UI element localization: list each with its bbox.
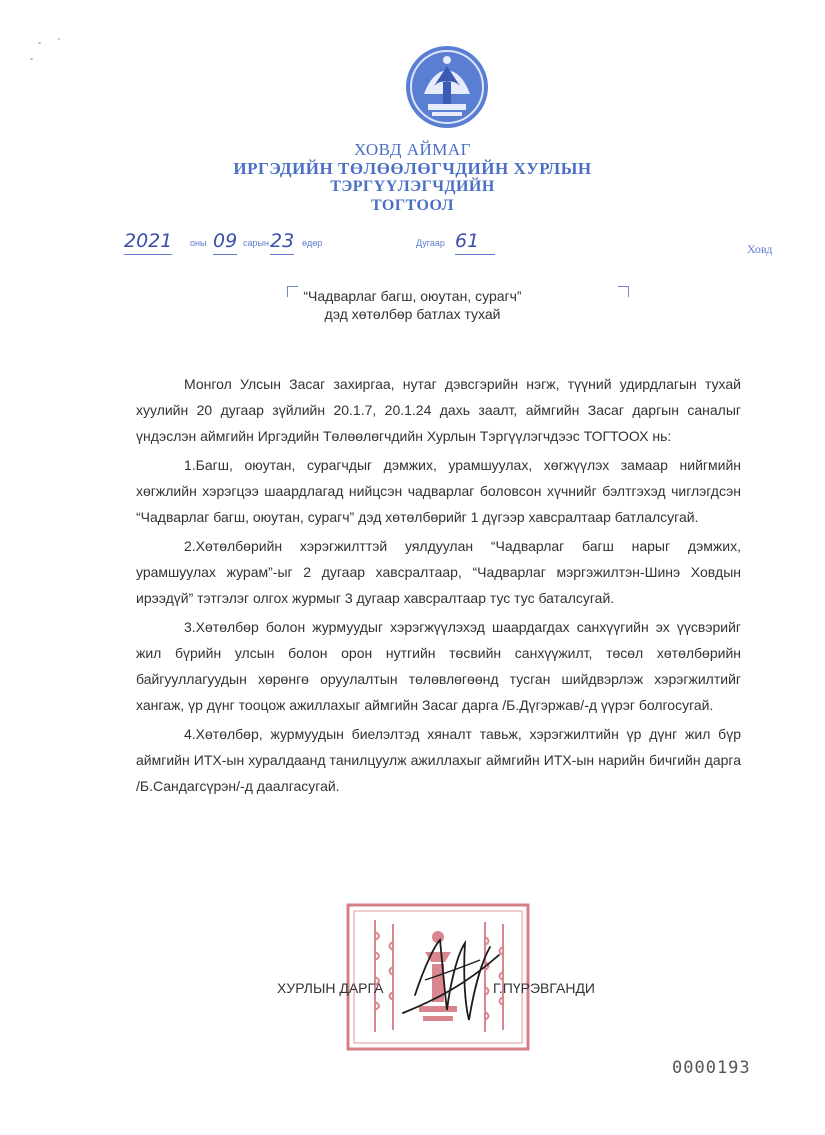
paragraph-preamble: Монгол Улсын Засаг захиргаа, нутаг дэвсгэрийн нэгж, түүний удирдлагын тухай хуулийн 20 дугаар зүйлийн 20.1.7, 20.1.24 дахь заалт, аймгийн Засаг даргын саналыг үндэслэн аймгийн Иргэдийн Төлөөлөгчдийн Хурлын Тэргүүлэгчдээс ТОГТООХ нь: [136,376,741,444]
city-name: Ховд [747,242,773,256]
scan-speck [58,38,60,40]
scan-speck [30,58,33,60]
date-year-suffix: оны [190,238,207,248]
paragraph-item-2: 2.Хөтөлбөрийн хэрэгжилттэй уялдуулан “Чадварлаг багш нарыг дэмжих, урамшуулах журам”-ыг 2 дугаар хавсралтаар, “Чадварлаг мэргэжилтэн-Шинэ Ховдын ирээдүй” тэтгэлэг олгох журмыг 3 дугаар хавсралтаар тус тус баталсугай. [136,538,741,606]
header-presidium: ТЭРГҮҮЛЭГЧДИЙН [330,178,495,195]
paragraph-item-4: 4.Хөтөлбөр, журмуудын биелэлтэд хяналт тавьж, хэрэгжилтийн үр дүнг жил бүр аймгийн ИТХ-ын хуралдаанд танилцуулж ажиллахыг аймгийн ИТХ-ын нарийн бичгийн дарга /Б.Сандагсүрэн/-д даалгасугай. [136,726,741,794]
header-resolution: ТОГТООЛ [370,197,455,214]
date-year: 2021 [124,230,172,255]
resolution-body [136,371,741,799]
date-day: 23 [270,230,294,255]
scan-speck [38,42,41,44]
date-month: 09 [213,230,237,255]
handwritten-signature-icon [395,925,505,1035]
signatory-name: Г.ПҮРЭВГАНДИ [493,980,595,996]
signatory-title: ХУРЛЫН ДАРГА [277,980,384,996]
state-emblem-icon [402,42,492,132]
document-serial-number: 0000193 [672,1058,751,1078]
number-label: Дугаар [416,238,445,248]
subject-subtitle: дэд хөтөлбөр батлах тухай [324,306,501,322]
resolution-number: 61 [455,230,495,255]
date-day-suffix: өдөр [302,238,323,248]
subject-title: “Чадварлаг багш, оюутан, сурагч” [303,288,522,304]
paragraph-item-1: 1.Багш, оюутан, сурагчдыг дэмжих, урамшуулах, хөгжүүлэх замаар нийгмийн хөгжлийн хэрэгцээ шаардлагад нийцсэн чадварлаг боловсон хүчнийг бэлтгэхэд чиглэгдсэн “Чадварлаг багш, оюутан, сурагч” дэд хөтөлбөрийг 1 дүгээр хавсралтаар батлалсугай. [136,457,741,525]
header-council: ИРГЭДИЙН ТӨЛӨӨЛӨГЧДИЙН ХУРЛЫН [233,159,592,178]
date-month-suffix: сарын [243,238,269,248]
header-province: ХОВД АЙМАГ [353,140,471,159]
paragraph-item-3: 3.Хөтөлбөр болон журмуудыг хэрэгжүүлэхэд шаардагдах санхүүгийн эх үүсвэрийг жил бүрийн улсын болон орон нутгийн төсвийн санхүүжилт, төсөл хөтөлбөрийн байгууллагуудын хөрөнгө оруулалтын төлөвлөгөөнд тусган шийдвэрлэж хэрэгжилтийг хангаж, үр дүнг тооцож ажиллахыг аймгийн Засаг дарга /Б.Дүгэржав/-д үүрэг болгосугай. [136,619,741,713]
